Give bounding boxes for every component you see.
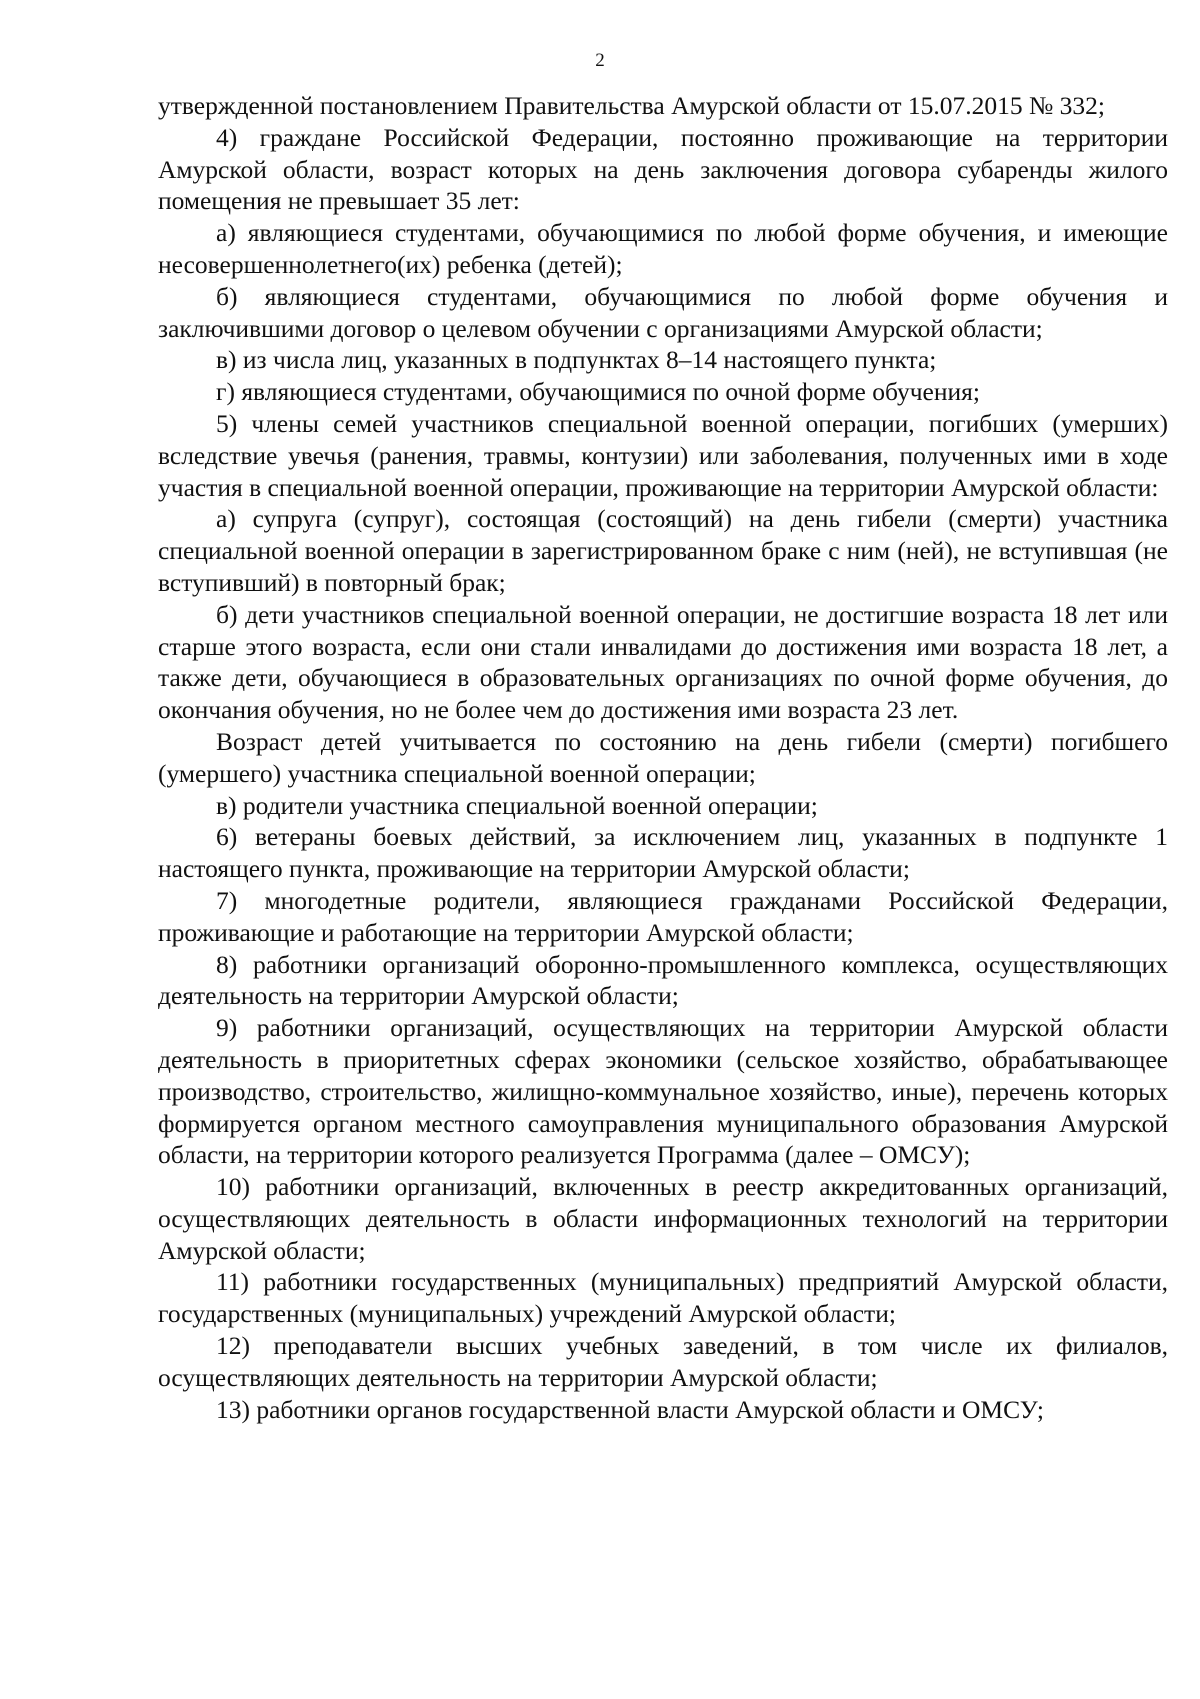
paragraph-item-4v: в) из числа лиц, указанных в подпунктах 8–14 настоящего пункта; (216, 345, 937, 375)
paragraph-item-6: 6) ветераны боевых действий, за исключением лиц, указанных в подпункте 1 настоящего пункта, проживающие на территории Амурской области; (158, 822, 1168, 884)
paragraph-item-11: 11) работники государственных (муниципальных) предприятий Амурской области, государственных (муниципальных) учреждений Амурской области; (158, 1267, 1168, 1329)
document-body (158, 90, 1168, 1425)
paragraph-item-7: 7) многодетные родители, являющиеся гражданами Российской Федерации, проживающие и работающие на территории Амурской области; (158, 885, 1168, 947)
paragraph-item-10: 10) работники организаций, включенных в реестр аккредитованных организаций, осуществляющих деятельность в области информационных технологий на территории Амурской области; (158, 1172, 1168, 1265)
paragraph-item-13: 13) работники органов государственной власти Амурской области и ОМСУ; (216, 1394, 1044, 1424)
paragraph-item-5a: а) супруга (супруг), состоящая (состоящий) на день гибели (смерти) участника специальной военной операции в зарегистрированном браке с ним (ней), не вступившая (не вступивший) в повторный брак; (158, 504, 1168, 597)
paragraph-item-5b: б) дети участников специальной военной операции, не достигшие возраста 18 лет или старше этого возраста, если они стали инвалидами до достижения ими возраста 18 лет, а также дети, обучающиеся в образовательных организациях по очной форме обучения, до окончания обучения, но не более чем до достижения ими возраста 23 лет. (158, 599, 1168, 725)
paragraph-item-8: 8) работники организаций оборонно-промышленного комплекса, осуществляющих деятельность на территории Амурской области; (158, 949, 1168, 1011)
paragraph-item-4b: б) являющиеся студентами, обучающимися по любой форме обучения и заключившими договор о целевом обучении с организациями Амурской области; (158, 281, 1168, 343)
paragraph-continuation: утвержденной постановлением Правительства Амурской области от 15.07.2015 № 332; (158, 91, 1106, 120)
paragraph-item-5v: в) родители участника специальной военной операции; (216, 790, 818, 820)
paragraph-item-5: 5) члены семей участников специальной военной операции, погибших (умерших) вследствие увечья (ранения, травмы, контузии) или заболевания, полученных ими в ходе участия в специальной военной операции, проживающие на территории Амурской области: (158, 408, 1168, 502)
page-number: 2 (595, 50, 605, 71)
paragraph-item-9: 9) работники организаций, осуществляющих на территории Амурской области деятельность в приоритетных сферах экономики (сельское хозяйство, обрабатывающее производство, строительство, жилищно-коммунальное хозяйство, иные), перечень которых формируется органом местного самоуправления муниципального образования Амурской области, на территории которого реализуется Программа (далее – ОМСУ); (158, 1013, 1168, 1170)
paragraph-item-4: 4) граждане Российской Федерации, постоянно проживающие на территории Амурской области, возраст которых на день заключения договора субаренды жилого помещения не превышает 35 лет: (158, 122, 1168, 216)
paragraph-item-12: 12) преподаватели высших учебных заведений, в том числе их филиалов, осуществляющих деятельность на территории Амурской области; (158, 1331, 1168, 1392)
paragraph-item-4g: г) являющиеся студентами, обучающимися по очной форме обучения; (216, 377, 980, 407)
paragraph-children-age-note: Возраст детей учитывается по состоянию на день гибели (смерти) погибшего (умершего) участника специальной военной операции; (158, 726, 1168, 788)
paragraph-item-4a: а) являющиеся студентами, обучающимися по любой форме обучения, и имеющие несовершеннолетнего(их) ребенка (детей); (158, 218, 1168, 279)
